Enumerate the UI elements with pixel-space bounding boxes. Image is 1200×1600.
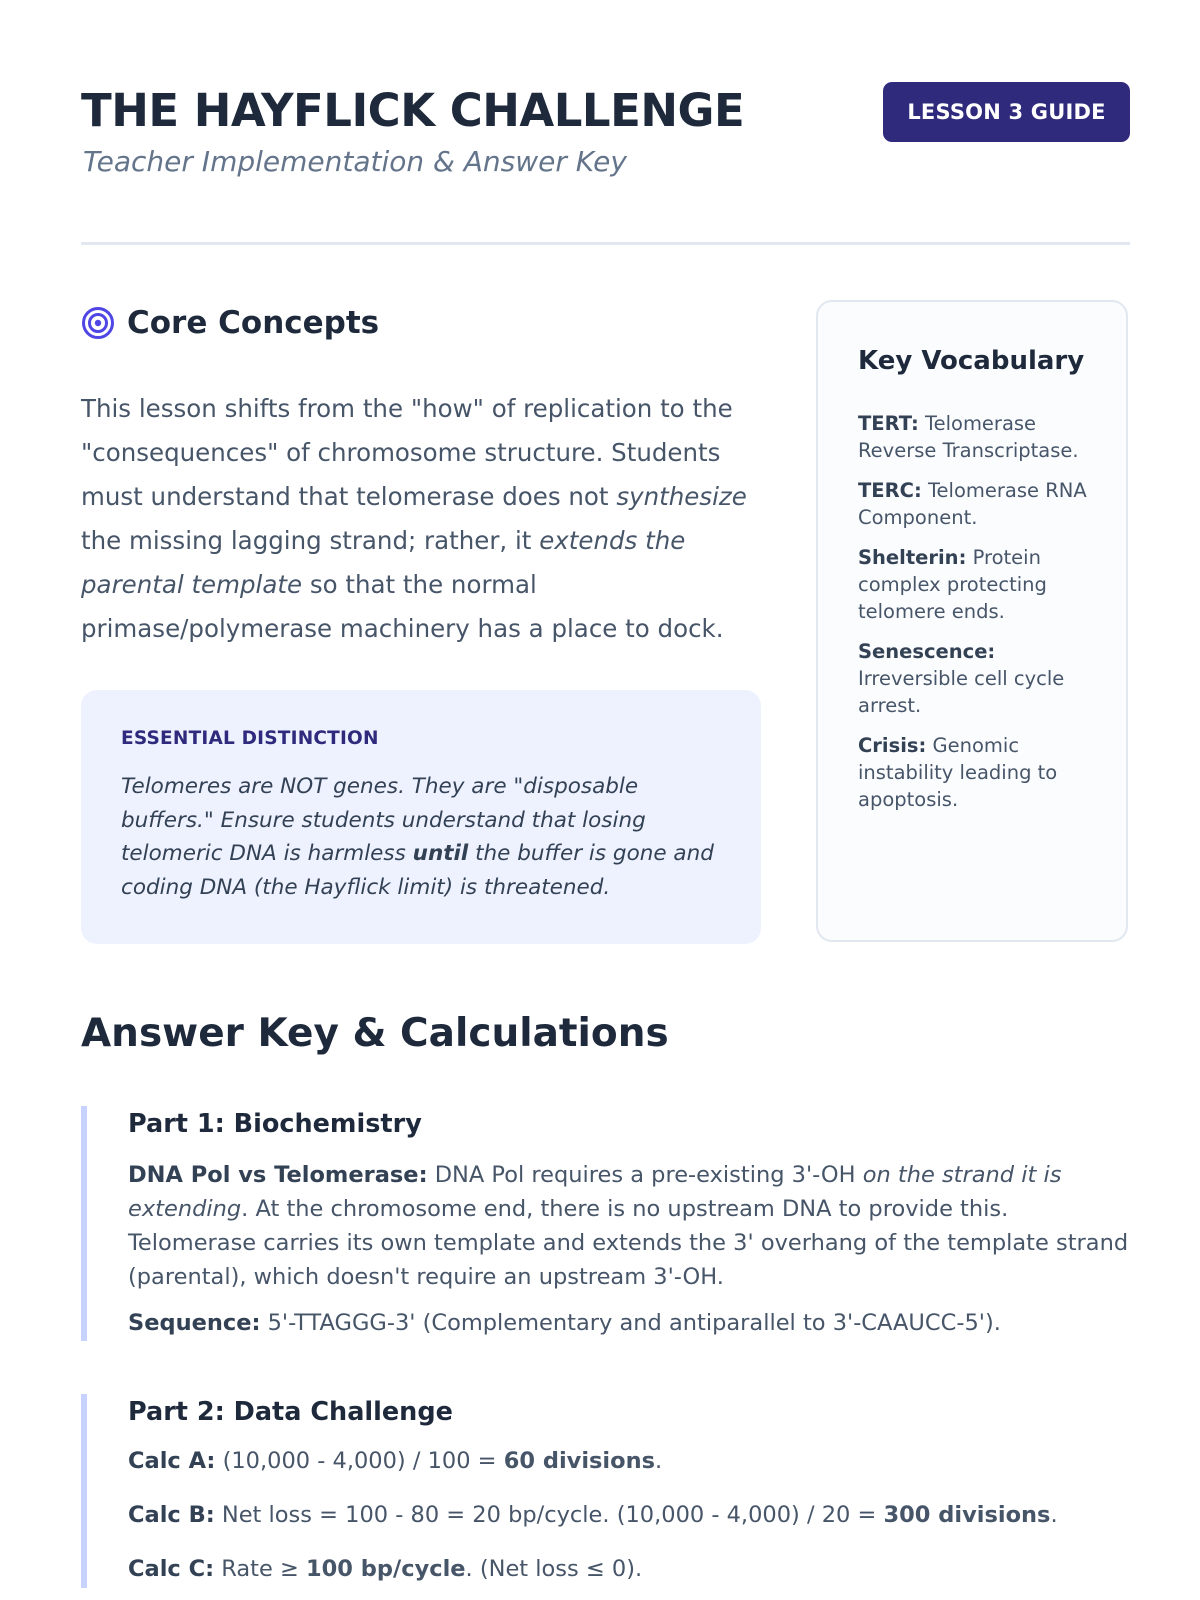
- core-text-part: so that the normal primase/polymerase machinery has a place to dock.: [81, 570, 724, 643]
- part-1-emphasis: on the strand it is extending: [128, 1162, 1062, 1222]
- vocab-item: [858, 410, 1108, 464]
- core-text-emphasis: synthesize: [616, 482, 747, 511]
- part-1-text: . At the chromosome end, there is no upstream DNA to provide this. Telomerase carries its own template and extends the 3' overhang of the template strand (parental), which doesn't require an upstream 3'-OH.: [128, 1196, 1129, 1290]
- target-icon: [81, 306, 115, 340]
- essential-distinction-callout: [81, 690, 761, 944]
- calc-row: [128, 1444, 1130, 1478]
- core-concepts-heading: [81, 303, 379, 343]
- calc-result: 100 bp/cycle: [306, 1556, 466, 1582]
- vocab-term: Senescence:: [858, 640, 996, 663]
- vocab-item: [858, 544, 1108, 625]
- vocab-definition: Telomerase Reverse Transcriptase.: [858, 412, 1079, 462]
- core-concepts-paragraph: [81, 387, 781, 651]
- vocab-definition: Irreversible cell cycle arrest.: [858, 667, 1065, 717]
- calc-result: 300 divisions: [883, 1502, 1051, 1528]
- header-divider: [81, 242, 1130, 245]
- part-2-title: Part 2: Data Challenge: [128, 1397, 453, 1427]
- calc-end: .: [1050, 1502, 1058, 1528]
- part-2-section: [81, 1394, 1130, 1588]
- answer-key-heading: Answer Key & Calculations: [81, 1011, 669, 1056]
- vocab-term: TERT:: [858, 412, 919, 435]
- vocab-term: TERC:: [858, 479, 922, 502]
- calc-row: [128, 1498, 1130, 1532]
- vocab-item: [858, 732, 1108, 813]
- page-title: THE HAYFLICK CHALLENGE: [81, 84, 745, 137]
- callout-text-part: Telomeres are NOT genes. They are "disposable buffers." Ensure students understand that losing telomeric DNA is harmless: [121, 774, 646, 866]
- vocab-item: [858, 638, 1108, 719]
- calc-label: Calc B:: [128, 1502, 215, 1528]
- calc-text: (10,000 - 4,000) / 100 =: [215, 1448, 504, 1474]
- vocab-item: [858, 477, 1108, 531]
- core-text-part: the missing lagging strand; rather, it: [81, 526, 540, 555]
- part-1-title: Part 1: Biochemistry: [128, 1109, 422, 1139]
- header: [81, 84, 1130, 184]
- part-1-text: DNA Pol requires a pre-existing 3'-OH: [427, 1162, 863, 1188]
- part-1-section: [81, 1106, 1130, 1341]
- vocab-definition: Genomic instability leading to apoptosis.: [858, 734, 1058, 811]
- vocab-definition: Protein complex protecting telomere ends.: [858, 546, 1047, 623]
- callout-text-bold: until: [412, 841, 469, 866]
- lesson-badge: LESSON 3 GUIDE: [883, 82, 1130, 142]
- vocab-title: Key Vocabulary: [858, 346, 1085, 376]
- vocab-list: [858, 410, 1108, 826]
- core-text-emphasis: extends the parental template: [81, 526, 686, 599]
- core-text-part: This lesson shifts from the "how" of replication to the "consequences" of chromosome structure. Students must understand that telomerase does not: [81, 394, 733, 511]
- key-vocabulary-panel: [816, 300, 1128, 942]
- vocab-definition: Telomerase RNA Component.: [858, 479, 1087, 529]
- calc-text: Rate ≥: [214, 1556, 306, 1582]
- callout-text-part: the buffer is gone and coding DNA (the Hayflick limit) is threatened.: [121, 841, 714, 900]
- part-1-body: [128, 1158, 1130, 1294]
- sequence-text: 5'-TTAGGG-3' (Complementary and antiparallel to 3'-CAAUCC-5').: [260, 1310, 1001, 1336]
- callout-label: ESSENTIAL DISTINCTION: [121, 728, 379, 749]
- page-subtitle: Teacher Implementation & Answer Key: [83, 145, 627, 178]
- part-1-label: DNA Pol vs Telomerase:: [128, 1162, 428, 1188]
- calc-label: Calc C:: [128, 1556, 215, 1582]
- part-1-sequence: [128, 1306, 1130, 1340]
- calc-label: Calc A:: [128, 1448, 216, 1474]
- calc-row: [128, 1552, 1130, 1586]
- sequence-label: Sequence:: [128, 1310, 261, 1336]
- callout-text: [121, 770, 721, 904]
- calc-result: 60 divisions: [503, 1448, 656, 1474]
- core-concepts-title: Core Concepts: [127, 305, 380, 341]
- calc-text: Net loss = 100 - 80 = 20 bp/cycle. (10,000 - 4,000) / 20 =: [214, 1502, 884, 1528]
- vocab-term: Crisis:: [858, 734, 927, 757]
- calc-end: .: [655, 1448, 663, 1474]
- vocab-term: Shelterin:: [858, 546, 967, 569]
- calc-end: . (Net loss ≤ 0).: [465, 1556, 643, 1582]
